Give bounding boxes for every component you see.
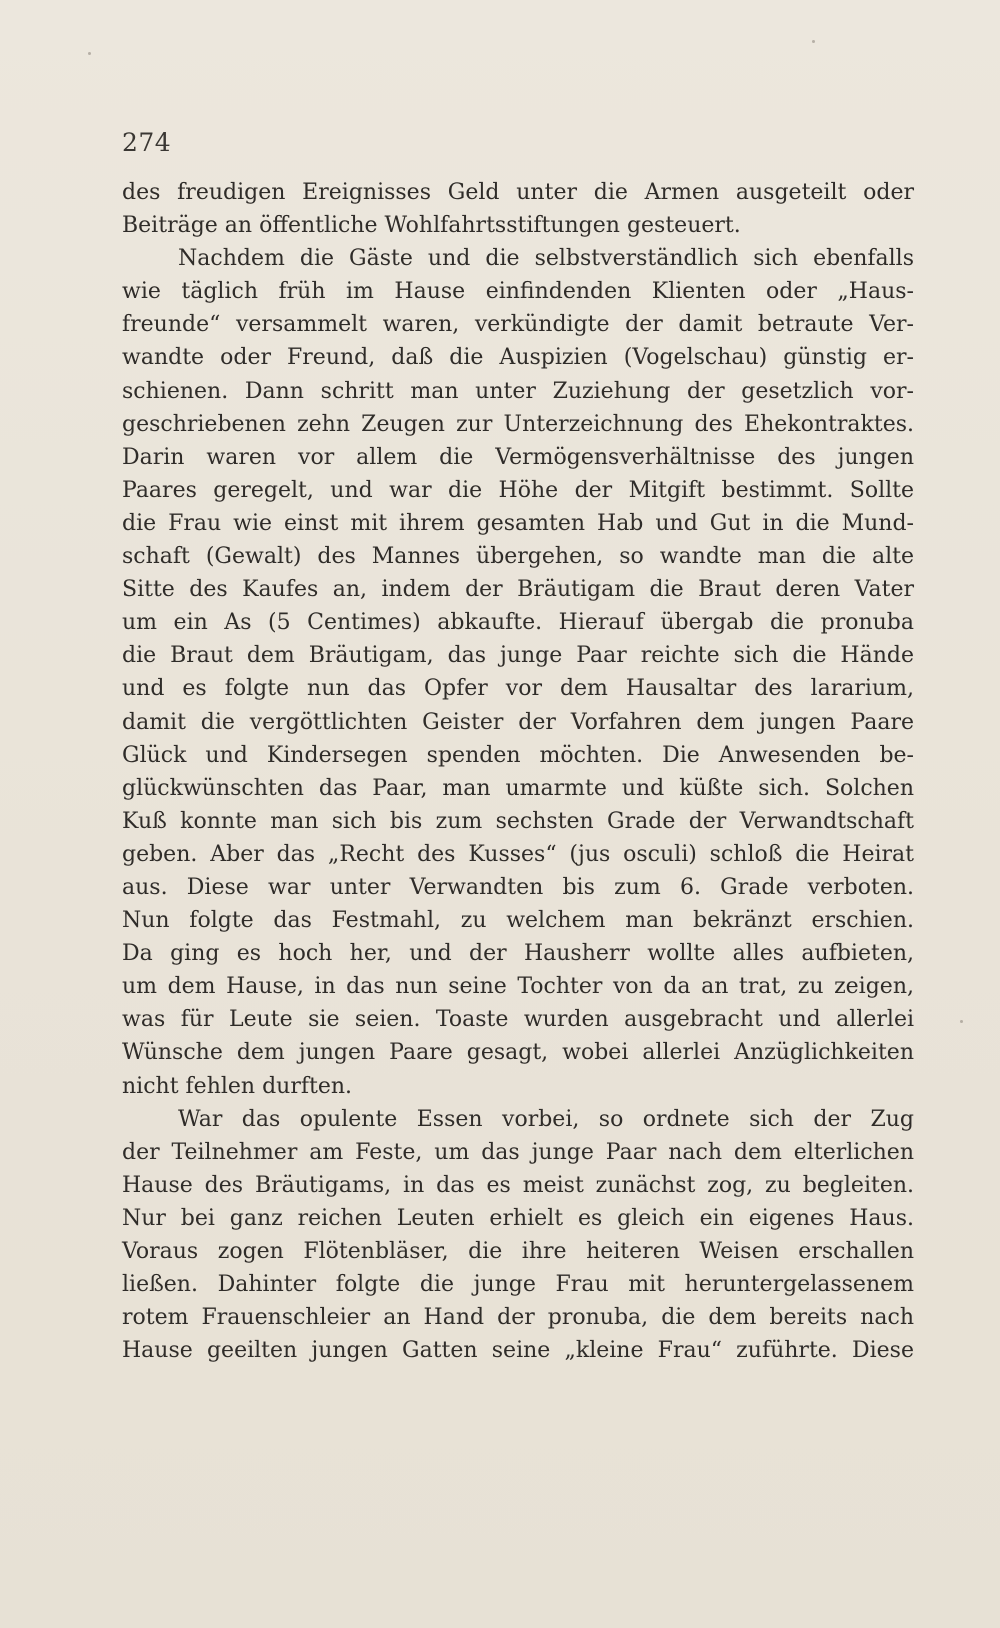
text-line: Nun folgte das Festmahl, zu welchem man bekränzt erschien. [122,908,914,934]
text-line: Nur bei ganz reichen Leuten erhielt es gleich ein eigenes Haus. [122,1205,914,1231]
text-line: Hause des Bräutigams, in das es meist zunächst zog, zu begleiten. [122,1172,914,1198]
text-line: geschriebenen zehn Zeugen zur Unterzeichnung des Ehekontraktes. [122,411,914,437]
text-line: Paares geregelt, und war die Höhe der Mitgift bestimmt. Sollte [122,477,914,503]
text-line: War das opulente Essen vorbei, so ordnete sich der Zug [178,1106,914,1132]
paper-speck [88,52,91,55]
text-line: aus. Diese war unter Verwandten bis zum 6. Grade verboten. [122,874,914,900]
text-line: nicht fehlen durften. [122,1073,353,1099]
text-line: damit die vergöttlichten Geister der Vorfahren dem jungen Paare [122,709,914,735]
text-line: und es folgte nun das Opfer vor dem Hausaltar des lararium, [122,676,914,702]
body-text [122,176,914,1367]
text-line: ließen. Dahinter folgte die junge Frau mit heruntergelassenem [122,1272,914,1298]
text-line: Sitte des Kaufes an, indem der Bräutigam die Braut deren Vater [122,577,914,603]
text-line: geben. Aber das „Recht des Kusses“ (jus osculi) schloß die Heirat [122,841,914,867]
text-line: die Frau wie einst mit ihrem gesamten Hab und Gut in die Mund- [122,510,914,536]
text-line: was für Leute sie seien. Toaste wurden ausgebracht und allerlei [122,1007,914,1033]
page-number: 274 [122,128,172,157]
text-line: Kuß konnte man sich bis zum sechsten Grade der Verwandtschaft [122,808,914,834]
text-line: schienen. Dann schritt man unter Zuziehung der gesetzlich vor- [122,378,914,404]
text-line: rotem Frauenschleier an Hand der pronuba, die dem bereits nach [122,1305,914,1331]
text-line: Beiträge an öffentliche Wohlfahrtsstiftungen gesteuert. [122,213,741,239]
text-line: des freudigen Ereignisses Geld unter die Armen ausgeteilt oder [122,180,914,205]
text-line: wie täglich früh im Hause einfindenden Klienten oder „Haus- [122,279,914,305]
text-line: Hause geeilten jungen Gatten seine „kleine Frau“ zuführte. Diese [122,1338,914,1364]
text-line: freunde“ versammelt waren, verkündigte der damit betraute Ver- [122,312,914,338]
text-line: wandte oder Freund, daß die Auspizien (Vogelschau) günstig er- [122,345,914,371]
text-line: Nachdem die Gäste und die selbstverständlich sich ebenfalls [178,246,914,272]
text-line: die Braut dem Bräutigam, das junge Paar reichte sich die Hände [122,643,914,669]
text-line: um ein As (5 Centimes) abkaufte. Hierauf übergab die pronuba [122,610,914,636]
text-line: Glück und Kindersegen spenden möchten. Die Anwesenden be- [122,742,914,768]
paper-speck [812,40,815,43]
text-line: schaft (Gewalt) des Mannes übergehen, so wandte man die alte [122,544,914,570]
text-line: um dem Hause, in das nun seine Tochter von da an trat, zu zeigen, [122,974,914,1000]
text-line: Darin waren vor allem die Vermögensverhältnisse des jungen [122,444,914,470]
text-line: Wünsche dem jungen Paare gesagt, wobei allerlei Anzüglichkeiten [122,1040,914,1066]
text-line: Da ging es hoch her, und der Hausherr wollte alles aufbieten, [122,941,914,967]
text-line: der Teilnehmer am Feste, um das junge Paar nach dem elterlichen [122,1139,914,1165]
text-line: Voraus zogen Flötenbläser, die ihre heiteren Weisen erschallen [122,1239,914,1264]
paper-speck [960,1020,963,1023]
text-line: glückwünschten das Paar, man umarmte und küßte sich. Solchen [122,775,914,801]
